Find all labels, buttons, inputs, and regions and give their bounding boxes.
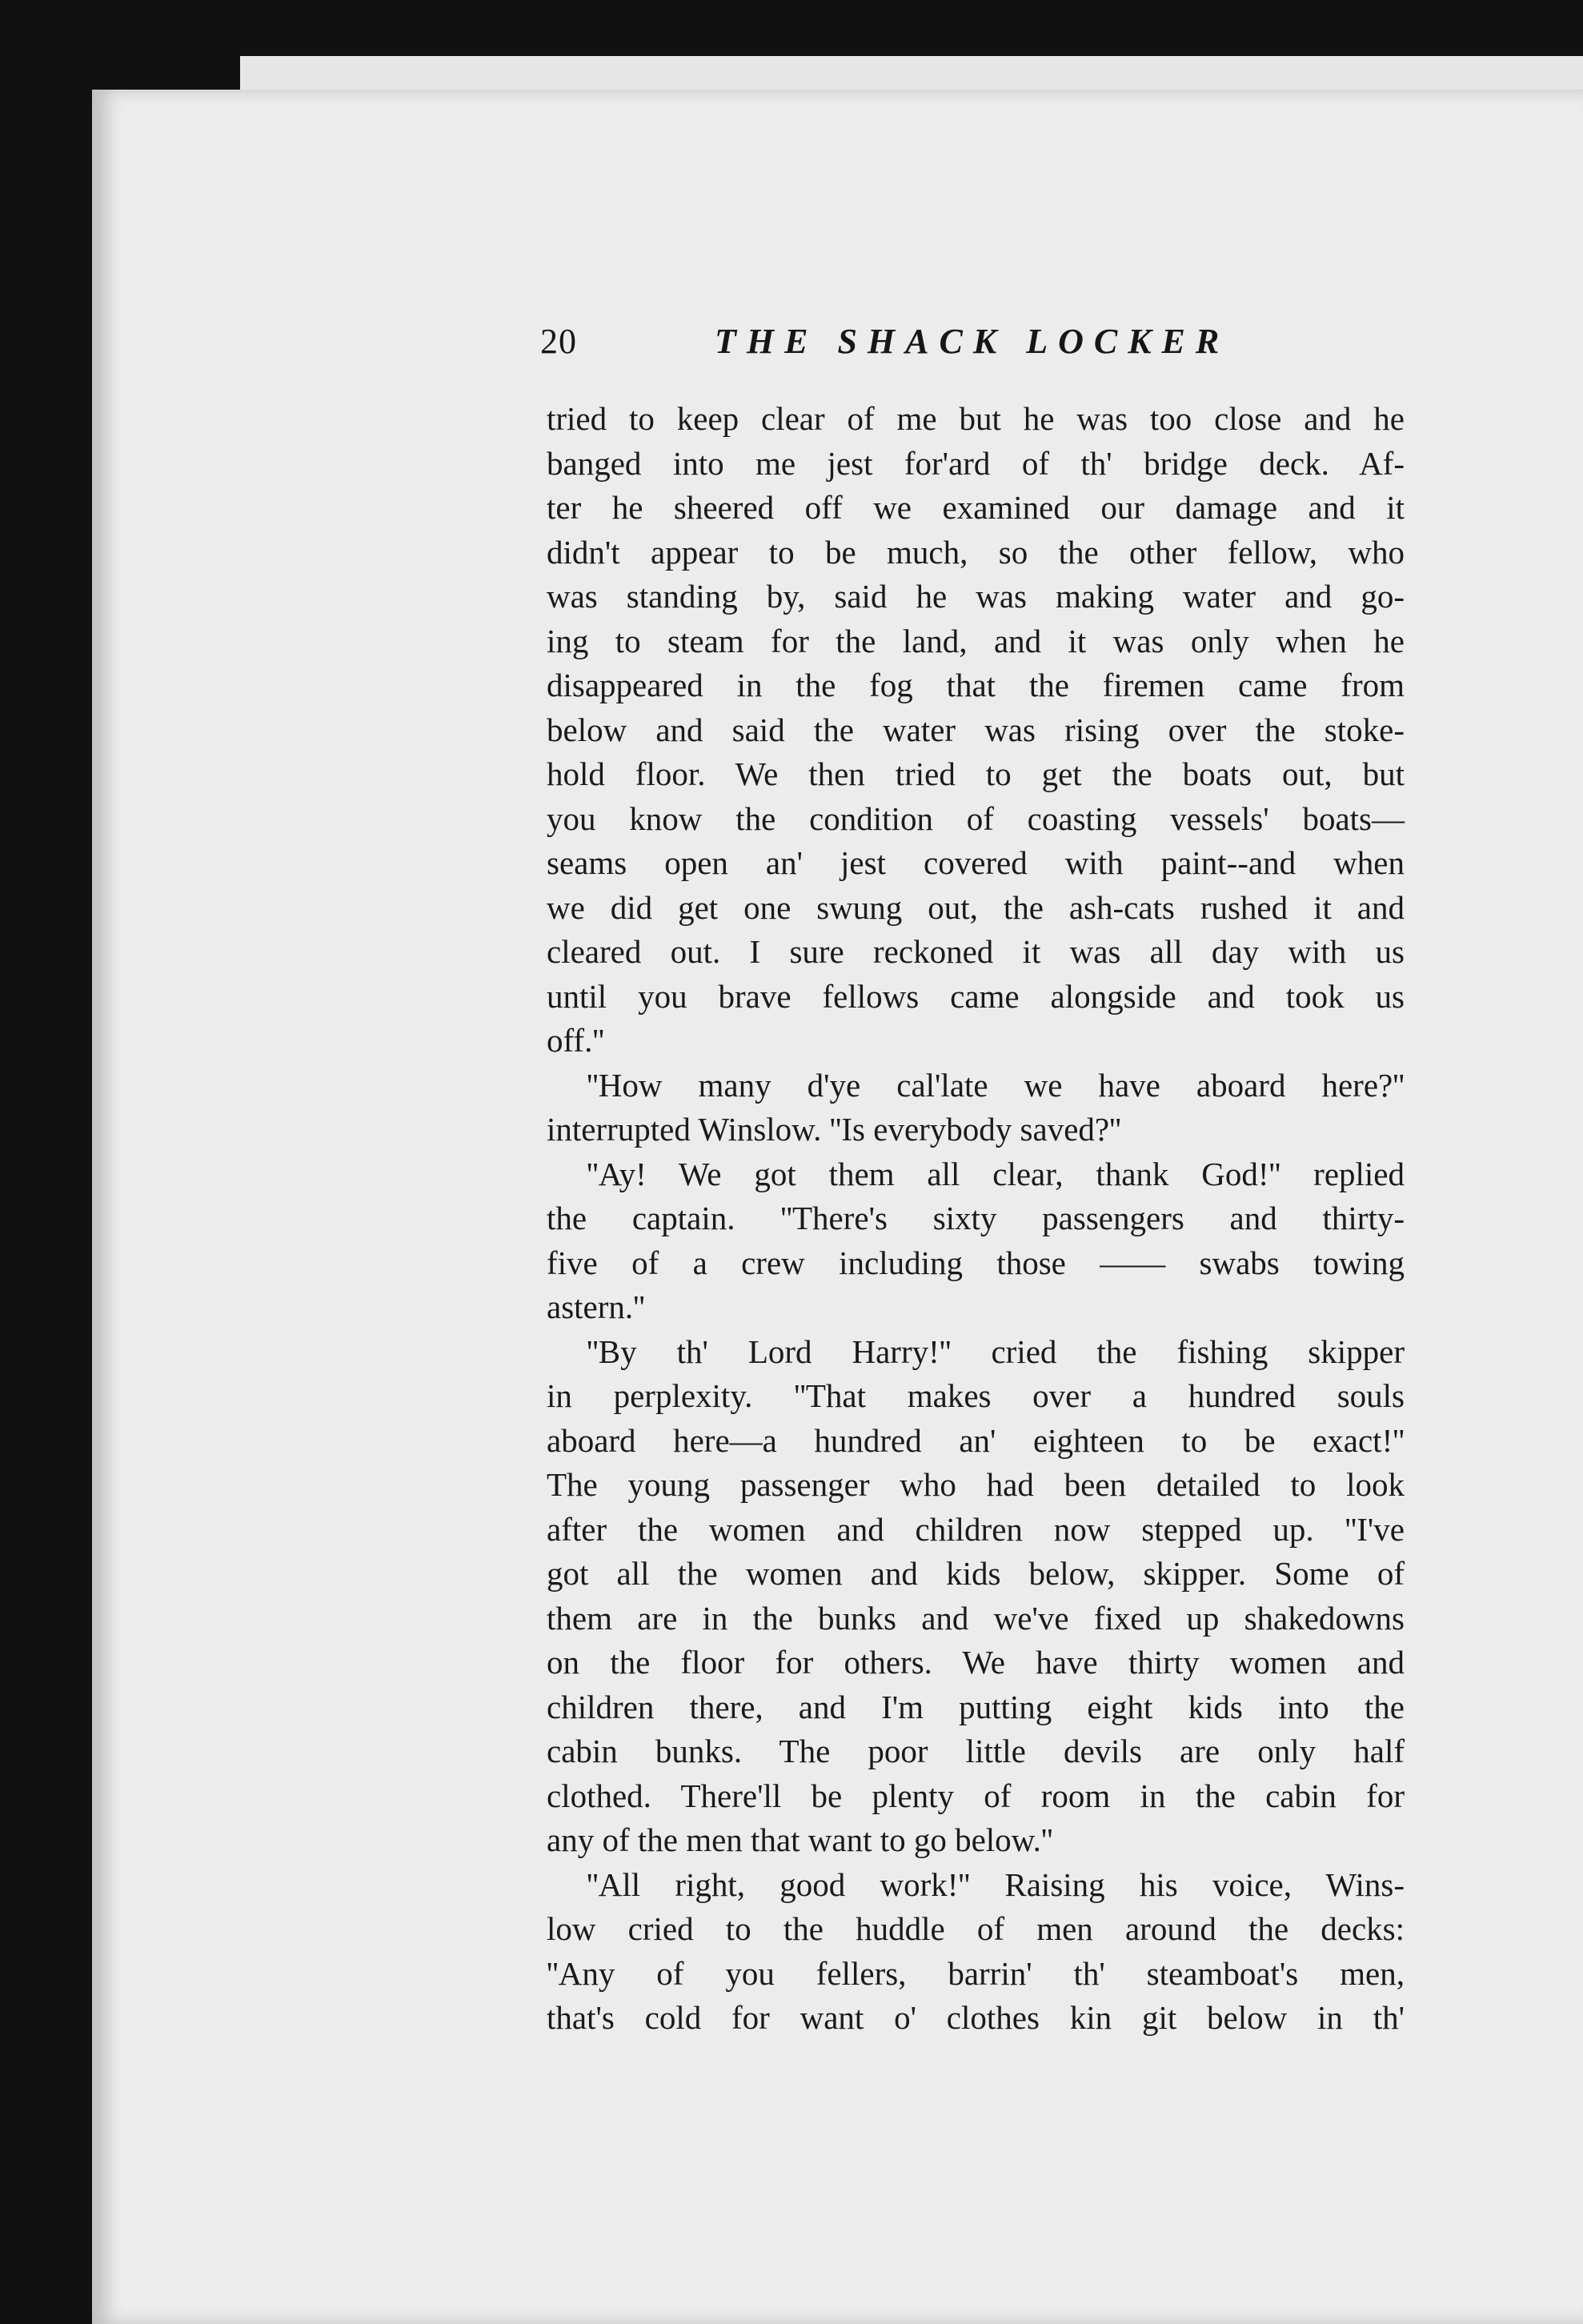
text-line: ''All right, good work!'' Raising his voice, Wins- <box>587 1865 1405 1903</box>
text-line: aboard here—a hundred an' eighteen to be exact!'' <box>547 1421 1405 1459</box>
text-line: the captain. ''There's sixty passengers and thirty- <box>547 1200 1405 1236</box>
text-line: seams open an' jest covered with paint--and when <box>547 844 1405 881</box>
text-line: in perplexity. ''That makes over a hundred souls <box>547 1377 1405 1414</box>
text-line: you know the condition of coasting vessels' boats— <box>547 799 1405 837</box>
text-line: hold floor. We then tried to get the boats out, but <box>547 755 1405 792</box>
text-line: ''By th' Lord Harry!'' cried the fishing skipper <box>587 1332 1405 1370</box>
text-line: low cried to the huddle of men around the decks: <box>547 1910 1405 1947</box>
text-line: five of a crew including those —— swabs towing <box>547 1244 1405 1281</box>
text-line: banged into me jest for'ard of th' bridge deck. Af- <box>547 444 1405 482</box>
text-line: after the women and children now stepped up. ''I've <box>547 1510 1405 1548</box>
text-line: until you brave fellows came alongside and took us <box>547 977 1405 1015</box>
text-line: on the floor for others. We have thirty women and <box>547 1644 1405 1681</box>
text-line: tried to keep clear of me but he was too close and he <box>547 400 1405 437</box>
text-line: clothed. There'll be plenty of room in the cabin for <box>547 1777 1405 1814</box>
text-line: them are in the bunks and we've fixed up shakedowns <box>547 1599 1405 1637</box>
text-line: ''Any of you fellers, barrin' th' steamboat's men, <box>547 1954 1405 1992</box>
text-line: any of the men that want to go below.'' <box>547 1821 1053 1858</box>
running-title: THE SHACK LOCKER <box>715 322 1230 361</box>
text-line: ''How many d'ye cal'late we have aboard here?'' <box>587 1066 1405 1104</box>
text-line: ing to steam for the land, and it was only when he <box>547 622 1405 659</box>
text-line: was standing by, said he was making water and go- <box>547 578 1405 615</box>
text-line: ''Ay! We got them all clear, thank God!'' replied <box>587 1155 1405 1192</box>
text-line: The young passenger who had been detailed to look <box>547 1466 1405 1503</box>
text-line: that's cold for want o' clothes kin git below in th' <box>547 1999 1405 2036</box>
text-line: astern.'' <box>547 1288 645 1325</box>
body-text <box>547 397 1405 2041</box>
text-line: interrupted Winslow. ''Is everybody saved?'' <box>547 1111 1121 1148</box>
page-number: 20 <box>540 322 577 361</box>
text-line: below and said the water was rising over the stoke- <box>547 711 1405 748</box>
page-header <box>540 314 1244 370</box>
text-line: cabin bunks. The poor little devils are only half <box>547 1733 1405 1769</box>
text-line: didn't appear to be much, so the other fellow, who <box>547 533 1405 571</box>
text-line: we did get one swung out, the ash-cats rushed it and <box>547 888 1405 926</box>
text-line: ter he sheered off we examined our damage and it <box>547 489 1405 526</box>
text-line: disappeared in the fog that the firemen came from <box>547 667 1405 703</box>
text-line: cleared out. I sure reckoned it was all day with us <box>547 933 1405 970</box>
text-line: children there, and I'm putting eight kids into the <box>547 1688 1405 1725</box>
text-line: got all the women and kids below, skipper. Some of <box>547 1555 1405 1592</box>
text-line: off.'' <box>547 1022 605 1059</box>
